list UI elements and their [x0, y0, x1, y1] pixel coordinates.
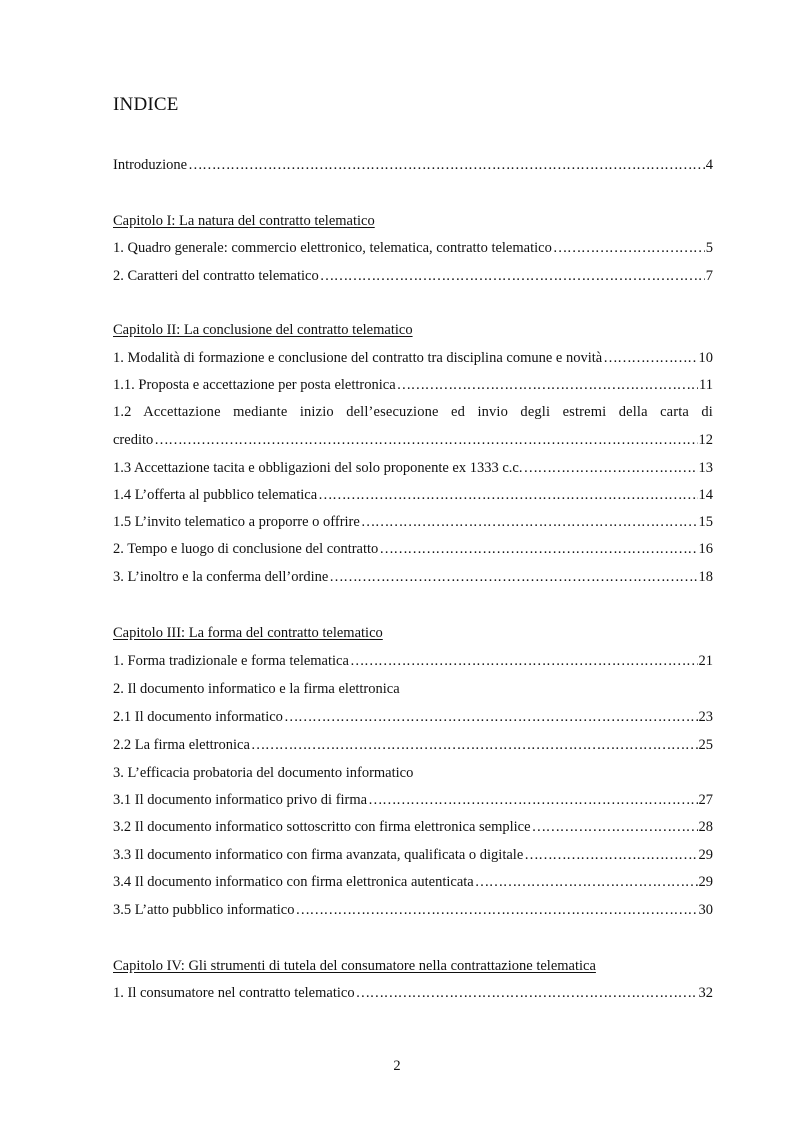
toc-entry-title: 1. Quadro generale: commercio elettronico, telematica, contratto telematico — [113, 240, 552, 256]
toc-entry-page: 7 — [705, 268, 713, 284]
toc-entry[interactable] — [113, 513, 713, 531]
toc-entry-page: 14 — [698, 487, 713, 503]
toc-entry-page: 23 — [698, 709, 713, 725]
toc-entry[interactable] — [113, 486, 713, 504]
toc-entry-page: 4 — [705, 157, 713, 173]
leader-dots — [553, 239, 705, 257]
toc-entry-title: 3.5 L’atto pubblico informatico — [113, 902, 295, 918]
toc-entry-introduction[interactable] — [113, 156, 713, 174]
leader-dots — [524, 846, 697, 864]
toc-entry[interactable] — [113, 459, 713, 477]
toc-entry[interactable] — [113, 540, 713, 558]
toc-entry-title: 3.1 Il documento informatico privo di firma — [113, 792, 368, 808]
toc-entry-title: 2.1 Il documento informatico — [113, 709, 283, 725]
toc-entry[interactable] — [113, 818, 713, 836]
toc-entry-page: 27 — [698, 792, 713, 808]
toc-entry-title: 1.1. Proposta e accettazione per posta elettronica — [113, 377, 396, 393]
chapter-heading-1[interactable]: Capitolo I: La natura del contratto telematico — [113, 213, 375, 229]
toc-entry-title: 1.3 Accettazione tacita e obbligazioni del solo proponente ex 1333 c.c. — [113, 460, 523, 476]
toc-entry-title: credito — [113, 432, 154, 448]
toc-entry-title: 3.3 Il documento informatico con firma avanzata, qualificata o digitale — [113, 847, 524, 863]
leader-dots — [320, 267, 705, 285]
toc-entry-title: 1. Il consumatore nel contratto telematico — [113, 985, 355, 1001]
toc-entry-page: 28 — [698, 819, 713, 835]
toc-entry-page: 30 — [698, 902, 713, 918]
leader-dots — [523, 459, 697, 477]
toc-entry[interactable] — [113, 873, 713, 891]
leader-dots — [397, 376, 698, 394]
toc-entry-page: 21 — [698, 653, 713, 669]
toc-entry-title: Introduzione — [113, 157, 188, 173]
leader-dots — [475, 873, 698, 891]
leader-dots — [368, 791, 697, 809]
toc-entry[interactable] — [113, 376, 713, 394]
toc-entry-page: 16 — [698, 541, 713, 557]
toc-entry[interactable] — [113, 239, 713, 257]
toc-entry[interactable] — [113, 708, 713, 726]
toc-entry-title: 3. L’inoltro e la conferma dell’ordine — [113, 569, 329, 585]
page-title: INDICE — [113, 94, 179, 115]
toc-entry-page: 29 — [698, 847, 713, 863]
toc-entry-page: 13 — [698, 460, 713, 476]
toc-entry-title: 2.2 La firma elettronica — [113, 737, 250, 753]
toc-entry-title: 2. Tempo e luogo di conclusione del contratto — [113, 541, 379, 557]
leader-dots — [532, 818, 698, 836]
toc-entry-page: 25 — [698, 737, 713, 753]
toc-entry-page: 29 — [698, 874, 713, 890]
toc-section-heading[interactable]: 3. L’efficacia probatoria del documento informatico — [113, 765, 414, 781]
leader-dots — [295, 901, 697, 919]
chapter-heading-3[interactable]: Capitolo III: La forma del contratto telematico — [113, 625, 383, 641]
toc-entry[interactable] — [113, 901, 713, 919]
toc-entry-title: 1. Modalità di formazione e conclusione del contratto tra disciplina comune e novità — [113, 350, 603, 366]
toc-section-heading[interactable]: 2. Il documento informatico e la firma elettronica — [113, 681, 400, 697]
toc-entry[interactable] — [113, 349, 713, 367]
toc-entry-title: 3.4 Il documento informatico con firma elettronica autenticata — [113, 874, 474, 890]
leader-dots — [356, 984, 698, 1002]
toc-entry-page: 11 — [699, 377, 713, 393]
toc-entry-page: 5 — [705, 240, 713, 256]
toc-entry[interactable] — [113, 736, 713, 754]
leader-dots — [188, 156, 705, 174]
toc-entry[interactable] — [113, 568, 713, 586]
leader-dots — [154, 431, 697, 449]
toc-entry[interactable] — [113, 267, 713, 285]
toc-entry-continuation[interactable] — [113, 431, 713, 449]
toc-entry-title: 3.2 Il documento informatico sottoscritto con firma elettronica semplice — [113, 819, 531, 835]
leader-dots — [361, 513, 698, 531]
leader-dots — [350, 652, 698, 670]
toc-entry[interactable] — [113, 652, 713, 670]
chapter-heading-4[interactable]: Capitolo IV: Gli strumenti di tutela del consumatore nella contrattazione telematica — [113, 958, 596, 974]
leader-dots — [251, 736, 698, 754]
leader-dots — [603, 349, 697, 367]
toc-entry-page: 15 — [698, 514, 713, 530]
chapter-heading-2[interactable]: Capitolo II: La conclusione del contratto telematico — [113, 322, 413, 338]
toc-entry-page: 18 — [698, 569, 713, 585]
toc-entry-title: 1.4 L’offerta al pubblico telematica — [113, 487, 318, 503]
toc-entry[interactable] — [113, 791, 713, 809]
toc-entry-title: 2. Caratteri del contratto telematico — [113, 268, 319, 284]
toc-entry[interactable] — [113, 846, 713, 864]
toc-entry-page: 10 — [698, 350, 713, 366]
page-number: 2 — [393, 1058, 401, 1074]
toc-entry-line-1[interactable]: 1.2 Accettazione mediante inizio dell’esecuzione ed invio degli estremi della carta di — [113, 404, 713, 420]
leader-dots — [329, 568, 697, 586]
leader-dots — [379, 540, 697, 558]
leader-dots — [318, 486, 697, 504]
leader-dots — [284, 708, 698, 726]
toc-entry[interactable] — [113, 984, 713, 1002]
toc-entry-page: 32 — [698, 985, 713, 1001]
toc-entry-title: 1.5 L’invito telematico a proporre o offrire — [113, 514, 360, 530]
toc-entry-title: 1. Forma tradizionale e forma telematica — [113, 653, 349, 669]
toc-entry-page: 12 — [698, 432, 713, 448]
